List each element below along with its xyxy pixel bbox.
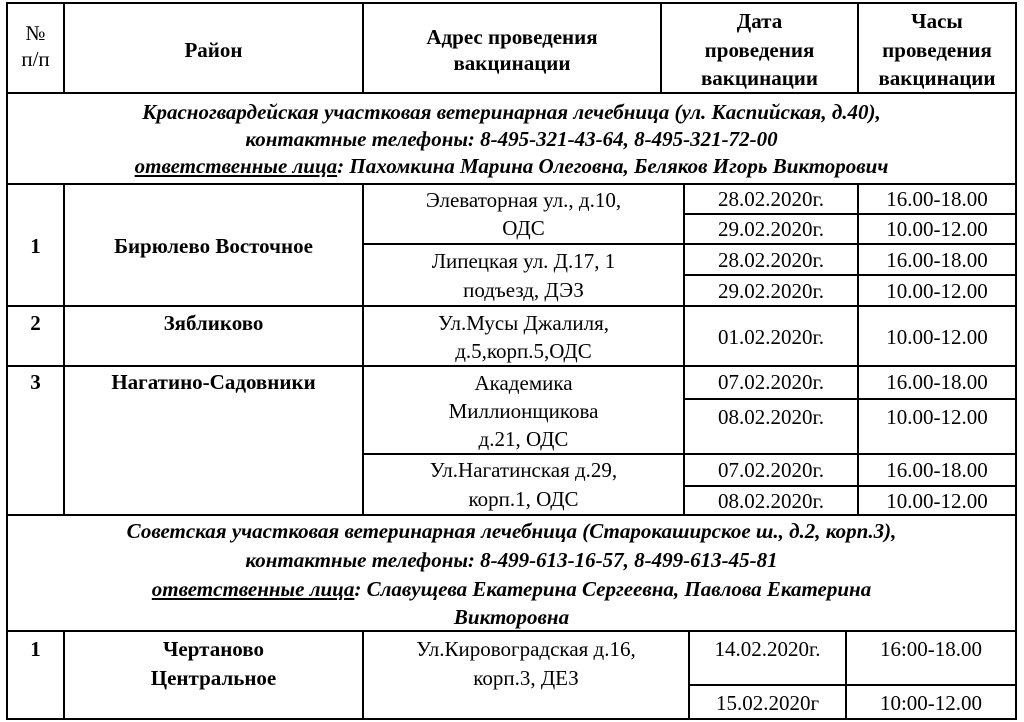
vaccination-hours: 16.00-18.00 — [886, 370, 988, 394]
divider — [6, 365, 1017, 367]
divider — [362, 243, 1017, 245]
address: корп.1, ОДС — [468, 487, 579, 511]
district-name: Чертаново — [163, 637, 264, 661]
divider — [683, 213, 1017, 215]
table-border-top — [6, 2, 1017, 4]
vaccination-hours: 10.00-12.00 — [886, 325, 988, 349]
header-district: Район — [184, 38, 243, 62]
address: Липецкая ул. Д.17, 1 — [431, 249, 616, 273]
vaccination-hours: 10.00-12.00 — [886, 489, 988, 513]
vaccination-hours: 16.00-18.00 — [886, 248, 988, 272]
row-number: 1 — [30, 234, 41, 258]
clinic-name-address: Советская участковая ветеринарная лечебница (Старокаширское ш., д.2, корп.3), — [126, 519, 897, 543]
vaccination-date: 14.02.2020г. — [714, 637, 821, 661]
district-name: Нагатино-Садовники — [111, 370, 316, 394]
vaccination-hours: 10:00-12.00 — [879, 691, 983, 715]
divider — [6, 718, 1017, 720]
vaccination-hours: 16.00-18.00 — [886, 458, 988, 482]
header-hours-line3: вакцинации — [878, 66, 996, 90]
address: Ул.Мусы Джалиля, — [437, 311, 609, 335]
row-number: 3 — [30, 370, 41, 394]
divider — [688, 684, 1017, 686]
responsible-label: ответственные лица — [151, 577, 355, 601]
address: д.21, ОДС — [478, 427, 569, 451]
header-hours-line1: Часы — [911, 9, 963, 33]
address: Миллионщикова — [448, 399, 599, 423]
vaccination-date: 01.02.2020г. — [718, 325, 824, 349]
header-address-line2: вакцинации — [453, 51, 571, 75]
vaccination-hours: 16:00-18.00 — [879, 637, 983, 661]
vaccination-date: 28.02.2020г. — [718, 187, 824, 211]
address: Академика — [474, 371, 573, 395]
vaccination-hours: 10.00-12.00 — [886, 217, 988, 241]
address: Элеваторная ул., д.10, — [425, 188, 622, 212]
responsible-label: ответственные лица — [134, 154, 338, 178]
divider — [6, 305, 1017, 307]
clinic-name-address: Красногвардейская участковая ветеринарная лечебница (ул. Каспийская, д.40), — [142, 100, 881, 124]
vaccination-hours: 10.00-12.00 — [886, 279, 988, 303]
address: подъезд, ДЭЗ — [463, 278, 584, 302]
divider — [6, 630, 1017, 632]
header-date-line3: вакцинации — [700, 66, 819, 90]
header-date-line1: Дата — [736, 9, 783, 33]
clinic-responsible — [8, 576, 1015, 602]
clinic-phones: контактные телефоны: 8-499-613-16-57, 8-499-613-45-81 — [245, 548, 778, 572]
address: корп.3, ДЕЗ — [473, 666, 579, 690]
district-name: Зябликово — [163, 311, 264, 335]
vaccination-date: 07.02.2020г. — [718, 370, 824, 394]
address: Ул.Кировоградская д.16, — [416, 637, 636, 661]
address: Ул.Нагатинская д.29, — [429, 458, 618, 482]
clinic-responsible — [8, 153, 1015, 179]
vaccination-date: 29.02.2020г. — [718, 217, 824, 241]
divider — [683, 398, 1017, 400]
vaccination-date: 28.02.2020г. — [718, 248, 824, 272]
row-number: 1 — [30, 637, 41, 661]
address: ОДС — [502, 216, 545, 240]
table-border-right — [1015, 2, 1017, 720]
vaccination-hours: 10.00-12.00 — [886, 405, 988, 429]
vaccination-hours: 16.00-18.00 — [886, 187, 988, 211]
district-name: Бирюлево Восточное — [114, 234, 313, 258]
vaccination-date: 08.02.2020г. — [718, 405, 824, 429]
header-date-line2: проведения — [704, 38, 815, 62]
vaccination-date: 29.02.2020г. — [718, 279, 824, 303]
vaccination-date: 08.02.2020г. — [718, 489, 824, 513]
clinic-phones: контактные телефоны: 8-495-321-43-64, 8-495-321-72-00 — [245, 127, 778, 151]
header-hours-line2: проведения — [882, 38, 992, 62]
clinic-responsible-continued: Викторовна — [453, 605, 570, 629]
divider — [362, 453, 1017, 455]
responsible-names: : Пахомкина Марина Олеговна, Беляков Игорь Викторович — [337, 154, 889, 178]
divider — [683, 274, 1017, 276]
address: д.5,корп.5,ОДС — [455, 339, 592, 363]
vaccination-date: 07.02.2020г. — [718, 458, 824, 482]
responsible-names: : Славущева Екатерина Сергеевна, Павлова Екатерина — [354, 577, 872, 601]
divider — [6, 183, 1017, 185]
header-num-line2: п/п — [21, 47, 50, 71]
divider — [683, 485, 1017, 487]
district-name: Центральное — [150, 666, 277, 690]
divider — [6, 92, 1017, 94]
header-num-line1: № — [25, 21, 46, 45]
divider — [6, 514, 1017, 516]
header-address-line1: Адрес проведения — [426, 25, 598, 49]
vaccination-date: 15.02.2020г — [715, 691, 820, 715]
row-number: 2 — [30, 311, 41, 335]
